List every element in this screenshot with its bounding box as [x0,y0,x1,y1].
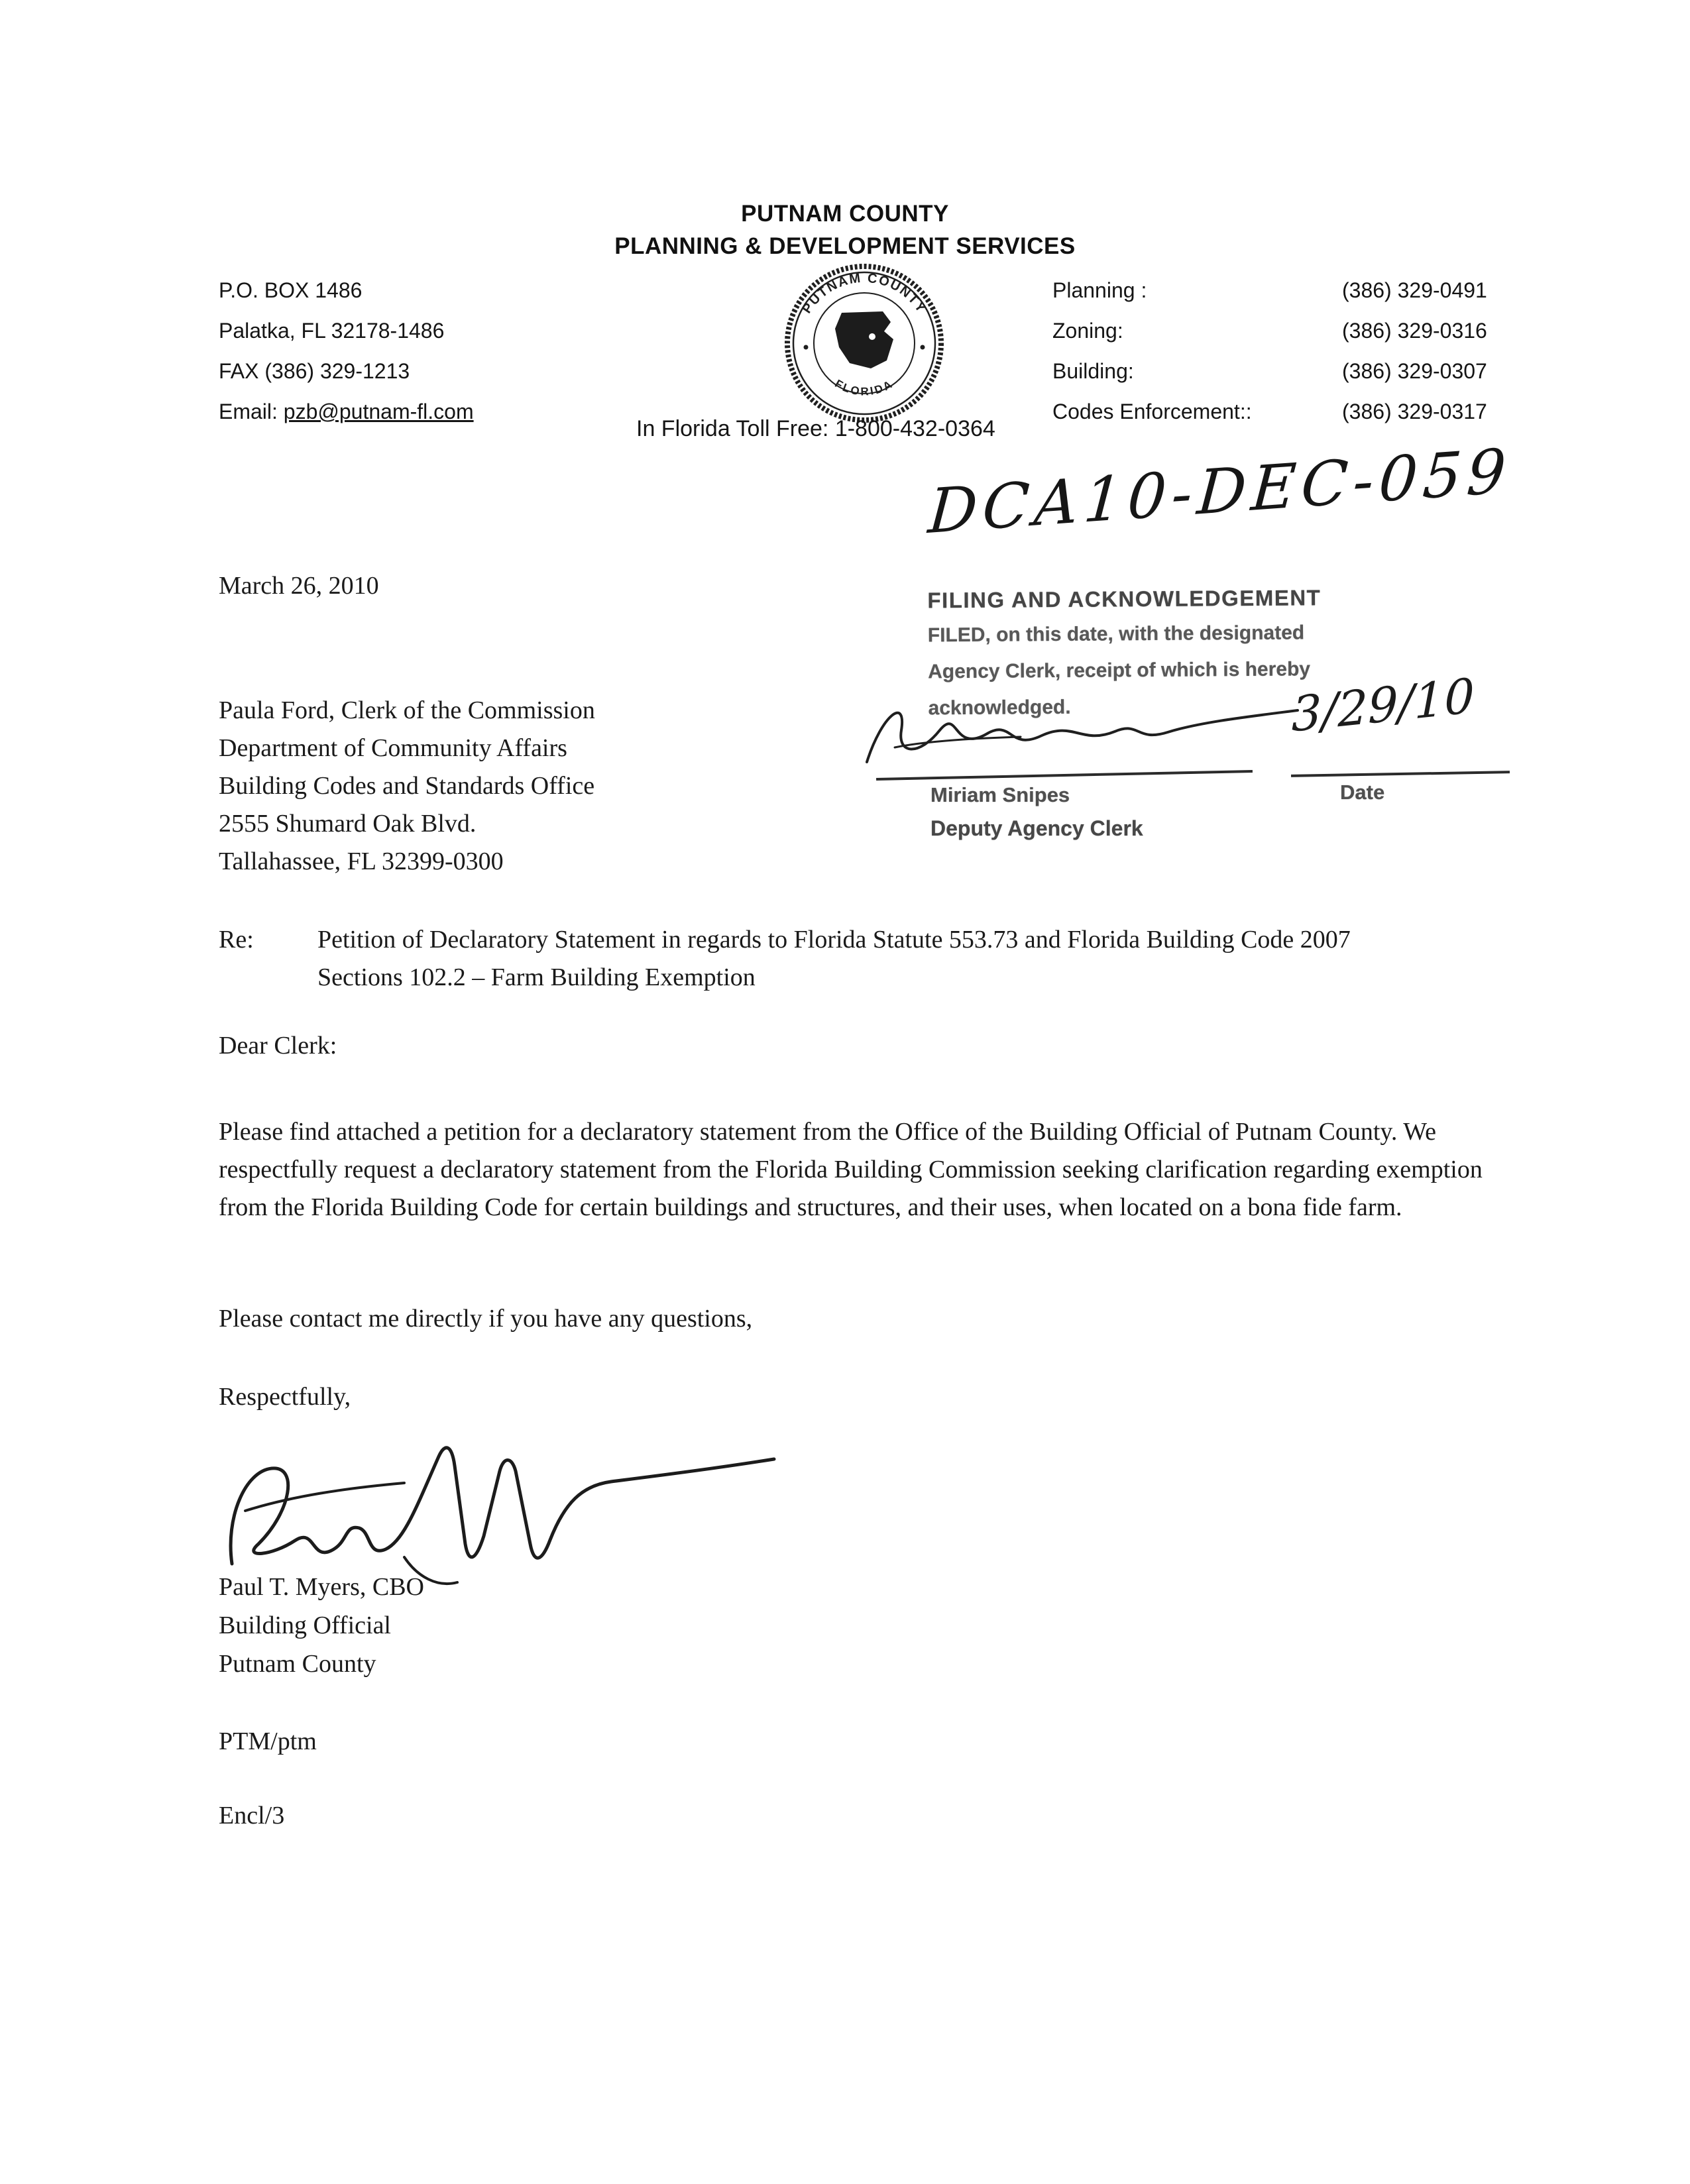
seal-bottom-text: FLORIDA [832,377,896,398]
recipient-line: Paula Ford, Clerk of the Commission [219,696,595,724]
signer-org: Putnam County [219,1650,376,1678]
email-address: pzb@putnam-fl.com [283,400,474,423]
clerk-signature-icon [855,669,1319,782]
contact-label: Planning : [1052,278,1147,302]
valediction: Respectfully, [219,1383,351,1411]
stamp-date-label: Date [1340,781,1385,804]
recipient-line: 2555 Shumard Oak Blvd. [219,810,477,838]
contact-label: Codes Enforcement:: [1052,400,1252,423]
county-seal [783,262,945,424]
contact-phone: (386) 329-0316 [1342,319,1487,343]
signer-name: Paul T. Myers, CBO [219,1573,424,1601]
fax-line: FAX (386) 329-1213 [219,359,410,383]
letterhead-header [0,197,1690,262]
city-line: Palatka, FL 32178-1486 [219,319,445,343]
handwritten-stamp-date: 3/29/10 [1291,667,1475,743]
contact-phone: (386) 329-0491 [1342,278,1487,302]
po-box-line: P.O. BOX 1486 [219,278,363,302]
letter-date: March 26, 2010 [219,572,379,600]
clerk-title: Deputy Agency Clerk [930,816,1143,840]
recipient-line: Department of Community Affairs [219,734,567,762]
county-map-shape [835,311,893,368]
typist-initials: PTM/ptm [219,1727,317,1755]
enclosures-note: Encl/3 [219,1802,285,1829]
recipient-line: Building Codes and Standards Office [219,772,595,800]
letterhead-address-block [219,270,474,432]
stamp-heading: FILING AND ACKNOWLEDGEMENT [927,585,1322,613]
contact-row-planning [1052,270,1487,311]
contact-row-building [1052,351,1487,392]
letterhead-contacts [1052,270,1487,432]
svg-text:FLORIDA [833,377,896,398]
salutation: Dear Clerk: [219,1032,337,1060]
signer-block [219,1568,424,1683]
org-department: PLANNING & DEVELOPMENT SERVICES [614,233,1076,259]
stamp-line: acknowledged. [928,696,1071,720]
contact-phone: (386) 329-0317 [1342,400,1487,423]
subject-text: Petition of Declaratory Statement in regards to Florida Statute 553.73 and Florida Building Code 2007 Sections 102.2 – Farm Building Exemption [317,926,1351,991]
body-paragraph-2: Please contact me directly if you have any questions, [219,1305,753,1333]
contact-label: Zoning: [1052,319,1123,343]
county-seal-icon [783,262,945,424]
seal-top-text: PUTNAM COUNTY [799,270,929,317]
email-line [219,392,474,432]
org-name: PUTNAM COUNTY [741,201,949,227]
body-paragraph-1: Please find attached a petition for a declaratory statement from the Office of the Building Official of Putnam County. We respectfully request a declaratory statement from the Florida Building Commission seeking clarification regarding exemption from the Florida Building Code for certain buildings and structures, and their uses, when located on a bona fide farm. [219,1118,1483,1221]
subject-block [219,921,1431,997]
contact-phone: (386) 329-0307 [1342,359,1487,383]
recipient-address-block [219,692,595,881]
toll-free-line: In Florida Toll Free: 1-800-432-0364 [636,416,995,441]
email-label: Email: [219,400,284,423]
recipient-line: Tallahassee, FL 32399-0300 [219,847,504,875]
contact-label: Building: [1052,359,1134,383]
handwritten-case-number: DCA10-DEC-059 [926,435,1514,548]
stamp-line: Agency Clerk, receipt of which is hereby [928,658,1311,683]
signer-title: Building Official [219,1611,391,1639]
stamp-line: FILED, on this date, with the designated [927,622,1305,647]
contact-row-codes [1052,392,1487,432]
subject-label: Re: [219,926,254,954]
date-line [1291,771,1510,777]
clerk-name: Miriam Snipes [930,783,1070,806]
contact-row-zoning [1052,311,1487,351]
